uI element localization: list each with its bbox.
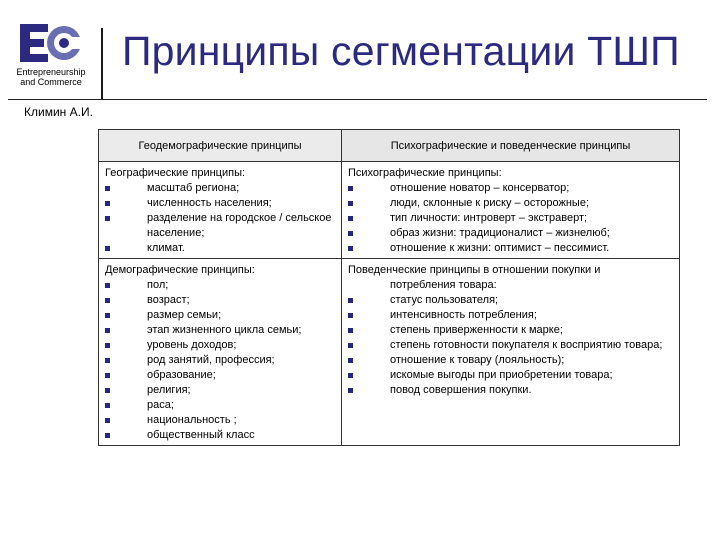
- list-item: отношение к товару (лояльность);: [348, 353, 674, 368]
- list-item: уровень доходов;: [105, 338, 336, 353]
- list-item: раса;: [105, 398, 336, 413]
- bullet-icon: [105, 201, 110, 206]
- list-item: пол;: [105, 278, 336, 293]
- bullet-icon: [105, 358, 110, 363]
- bullet-icon: [105, 186, 110, 191]
- segmentation-table: [98, 129, 680, 446]
- header-psychographic: Психографические и поведенческие принципы: [342, 130, 680, 162]
- demographic-intro: Демографические принципы:: [105, 264, 255, 276]
- bullet-icon: [105, 328, 110, 333]
- list-item: разделение на городское / сельское население;: [105, 211, 336, 241]
- bullet-icon: [105, 388, 110, 393]
- bullet-icon: [105, 246, 110, 251]
- list-item: тип личности: интроверт – экстраверт;: [348, 211, 674, 226]
- bullet-icon: [348, 298, 353, 303]
- bullet-icon: [105, 403, 110, 408]
- list-item: отношение новатор – консерватор;: [348, 181, 674, 196]
- bullet-icon: [348, 201, 353, 206]
- list-item: искомые выгоды при приобретении товара;: [348, 368, 674, 383]
- list-item: род занятий, профессия;: [105, 353, 336, 368]
- psychographic-list: [348, 181, 674, 256]
- header-geodemographic: Геодемографические принципы: [99, 130, 342, 162]
- geographic-intro: Географические принципы:: [105, 167, 246, 179]
- bullet-icon: [105, 418, 110, 423]
- bullet-icon: [348, 328, 353, 333]
- demographic-list: [105, 278, 336, 443]
- list-item: степень готовности покупателя к восприятию товара;: [348, 338, 674, 353]
- author-name: Климин А.И.: [24, 105, 93, 119]
- list-item: национальность ;: [105, 413, 336, 428]
- list-item: повод совершения покупки.: [348, 383, 674, 398]
- list-item: общественный класс: [105, 428, 336, 443]
- list-item: климат.: [105, 241, 336, 256]
- behavioral-intro: Поведенческие принципы в отношении покупки и: [348, 264, 601, 276]
- logo: [10, 20, 92, 92]
- bullet-icon: [348, 186, 353, 191]
- bullet-icon: [348, 246, 353, 251]
- bullet-icon: [348, 313, 353, 318]
- vertical-divider: [101, 28, 103, 100]
- list-item: статус пользователя;: [348, 293, 674, 308]
- list-item: этап жизненного цикла семьи;: [105, 323, 336, 338]
- list-item: масштаб региона;: [105, 181, 336, 196]
- cell-demographic: [99, 259, 342, 446]
- list-item: религия;: [105, 383, 336, 398]
- geographic-list: [105, 181, 336, 256]
- logo-caption: [10, 67, 92, 87]
- bullet-icon: [105, 216, 110, 221]
- bullet-icon: [105, 313, 110, 318]
- page-title: Принципы сегментации ТШП: [122, 28, 680, 74]
- list-item: отношение к жизни: оптимист – пессимист.: [348, 241, 674, 256]
- bullet-icon: [105, 298, 110, 303]
- bullet-icon: [348, 216, 353, 221]
- logo-line-2: and Commerce: [20, 77, 82, 87]
- psychographic-intro: Психографические принципы:: [348, 167, 502, 179]
- bullet-icon: [105, 433, 110, 438]
- list-item: степень приверженности к марке;: [348, 323, 674, 338]
- bullet-icon: [348, 373, 353, 378]
- list-item: численность населения;: [105, 196, 336, 211]
- bullet-icon: [348, 231, 353, 236]
- list-item: люди, склонные к риску – осторожные;: [348, 196, 674, 211]
- list-item: интенсивность потребления;: [348, 308, 674, 323]
- list-item: образование;: [105, 368, 336, 383]
- cell-geographic: [99, 162, 342, 259]
- bullet-icon: [348, 343, 353, 348]
- logo-line-1: Entrepreneurship: [16, 67, 86, 77]
- cell-psychographic: [342, 162, 680, 259]
- bullet-icon: [348, 358, 353, 363]
- bullet-icon: [105, 343, 110, 348]
- list-item: возраст;: [105, 293, 336, 308]
- list-item: размер семьи;: [105, 308, 336, 323]
- bullet-icon: [105, 373, 110, 378]
- bullet-icon: [105, 283, 110, 288]
- cell-behavioral: [342, 259, 680, 446]
- behavioral-list: [348, 293, 674, 398]
- list-item: образ жизни: традиционалист – жизнелюб;: [348, 226, 674, 241]
- table-row: [99, 259, 680, 446]
- logo-letter-e: [20, 24, 48, 62]
- table-header-row: [99, 130, 680, 162]
- horizontal-divider: [8, 99, 707, 100]
- ec-logo-mark: [14, 20, 86, 66]
- behavioral-intro-continued: потребления товара:: [390, 279, 497, 291]
- bullet-icon: [348, 388, 353, 393]
- table-row: [99, 162, 680, 259]
